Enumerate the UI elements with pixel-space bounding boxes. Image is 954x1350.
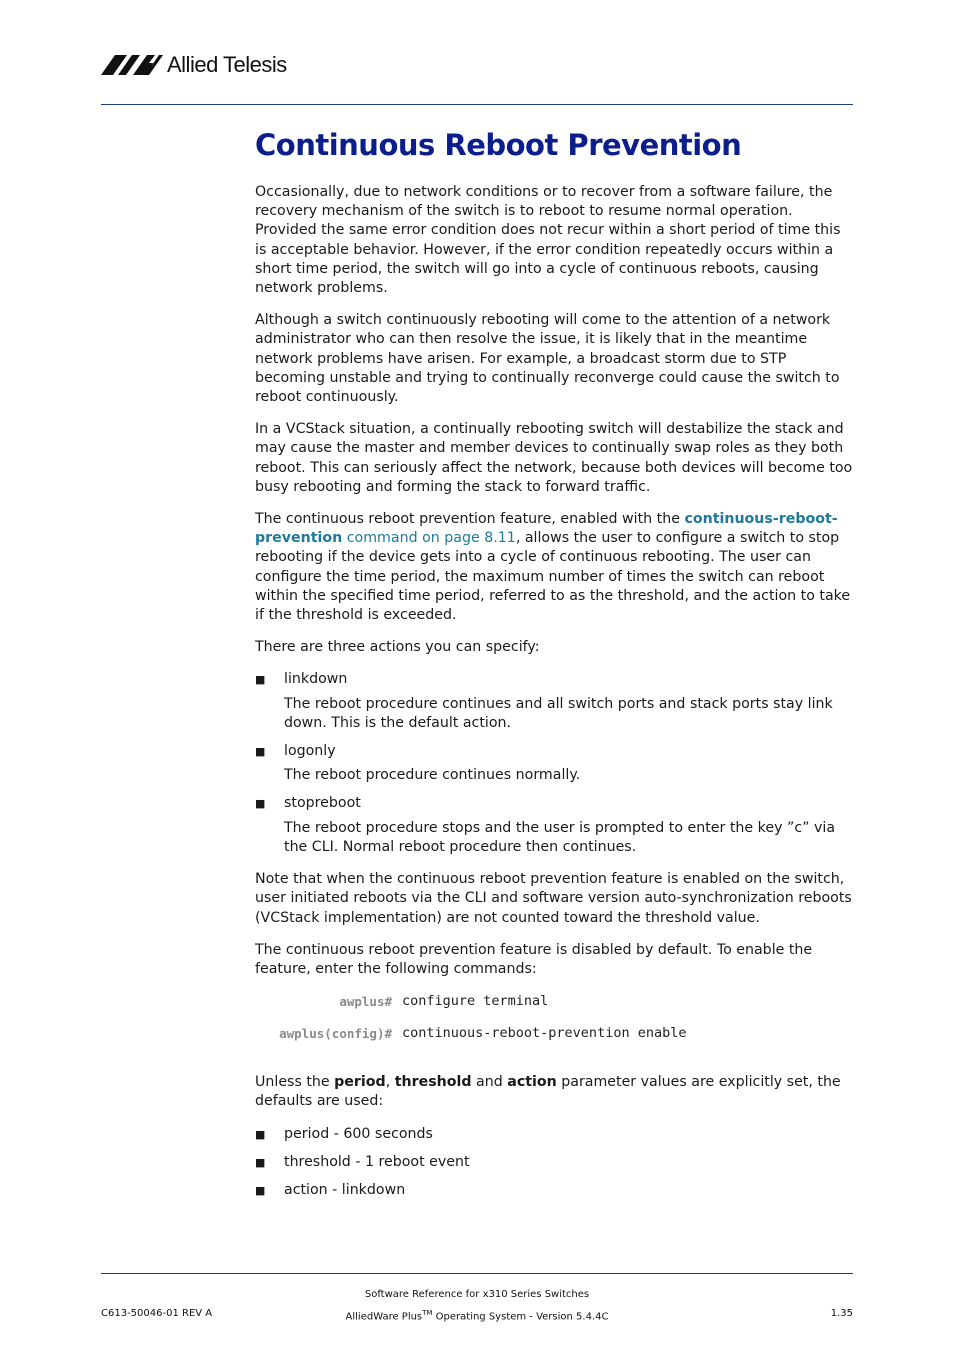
defaults-list xyxy=(255,1125,853,1201)
paragraph-feature: The continuous reboot prevention feature, enabled with the continuous-reboot-prevention command on page 8.11, allows the user to configure a switch to stop rebooting if the device gets into a cycle of continuous rebooting. The user can configure the time period, the maximum number of times the switch can reboot within the specified time period, referred to as the threshold, and the action to take if the threshold is exceeded. xyxy=(255,511,851,624)
page-title: Continuous Reboot Prevention xyxy=(255,128,742,162)
paragraph-intro: Occasionally, due to network conditions or to recover from a software failure, the recovery mechanism of the switch is to reboot to resume normal operation. Provided the same error condition does not recur within a short period of time this is acceptable behavior. However, if the error condition repeatedly occurs within a short time period, the switch will go into a cycle of continuous reboots, causing network problems. xyxy=(255,184,841,297)
header-rule xyxy=(101,104,853,105)
action-name: ■ linkdown xyxy=(284,671,348,688)
cli-command: configure terminal xyxy=(402,993,549,1010)
cli-prompt: awplus# xyxy=(339,994,392,1010)
action-name: ■ logonly xyxy=(284,743,336,760)
logo-text: Allied Telesis xyxy=(167,52,287,77)
paragraph-defaults: Unless the period, threshold and action parameter values are explicitly set, the defaults are used: xyxy=(255,1074,841,1110)
footer-page-number: 1.35 xyxy=(830,1308,853,1319)
command-line xyxy=(255,992,853,1011)
action-description: The reboot procedure continues normally. xyxy=(284,767,581,784)
paragraph-actions-intro: There are three actions you can specify: xyxy=(255,639,540,656)
paragraph-enable: The continuous reboot prevention feature is disabled by default. To enable the feature, enter the following commands: xyxy=(255,941,813,977)
list-item: ■ action - linkdown xyxy=(255,1181,853,1200)
list-item xyxy=(255,670,853,733)
list-item: ■ threshold - 1 reboot event xyxy=(255,1153,853,1172)
footer-os-version: AlliedWare Plus™ Operating System - Version 5.4.4C xyxy=(345,1309,609,1323)
command-line xyxy=(255,1024,853,1043)
allied-telesis-logo xyxy=(101,50,287,80)
continuous-reboot-prevention-link[interactable]: continuous-reboot-prevention command on page 8.11 xyxy=(255,511,838,547)
action-name: ■ stopreboot xyxy=(284,795,361,812)
footer-title: Software Reference for x310 Series Switches xyxy=(364,1289,590,1300)
list-item xyxy=(255,742,853,785)
list-item: ■ period - 600 seconds xyxy=(255,1125,853,1144)
actions-list xyxy=(255,670,853,857)
paragraph-note: Note that when the continuous reboot prevention feature is enabled on the switch, user initiated reboots via the CLI and software version auto-synchronization reboots (VCStack implementation) are not counted toward the threshold value. xyxy=(255,871,852,926)
action-description: The reboot procedure continues and all switch ports and stack ports stay link down. This is the default action. xyxy=(284,695,833,731)
allied-telesis-logo-icon xyxy=(101,53,163,77)
cli-command: continuous-reboot-prevention enable xyxy=(402,1025,687,1042)
action-description: The reboot procedure stops and the user is prompted to enter the key ”c” via the CLI. Normal reboot procedure then continues. xyxy=(284,819,836,855)
cli-prompt: awplus(config)# xyxy=(279,1026,392,1042)
list-item xyxy=(255,794,853,857)
main-content xyxy=(255,126,853,1213)
footer-rule xyxy=(101,1273,853,1274)
footer-doc-id: C613-50046-01 REV A xyxy=(101,1308,213,1319)
paragraph-vcstack: In a VCStack situation, a continually rebooting switch will destabilize the stack and may cause the master and member devices to continually swap roles as they both reboot. This can seriously affect the network, because both devices will become too busy rebooting and forming the stack to forward traffic. xyxy=(255,421,853,495)
paragraph-admin: Although a switch continuously rebooting will come to the attention of a network administrator who can then resolve the issue, it is likely that in the meantime network problems have arisen. For example, a broadcast storm due to STP becoming unstable and trying to continually reconverge could cause the switch to reboot continuously. xyxy=(255,312,840,406)
